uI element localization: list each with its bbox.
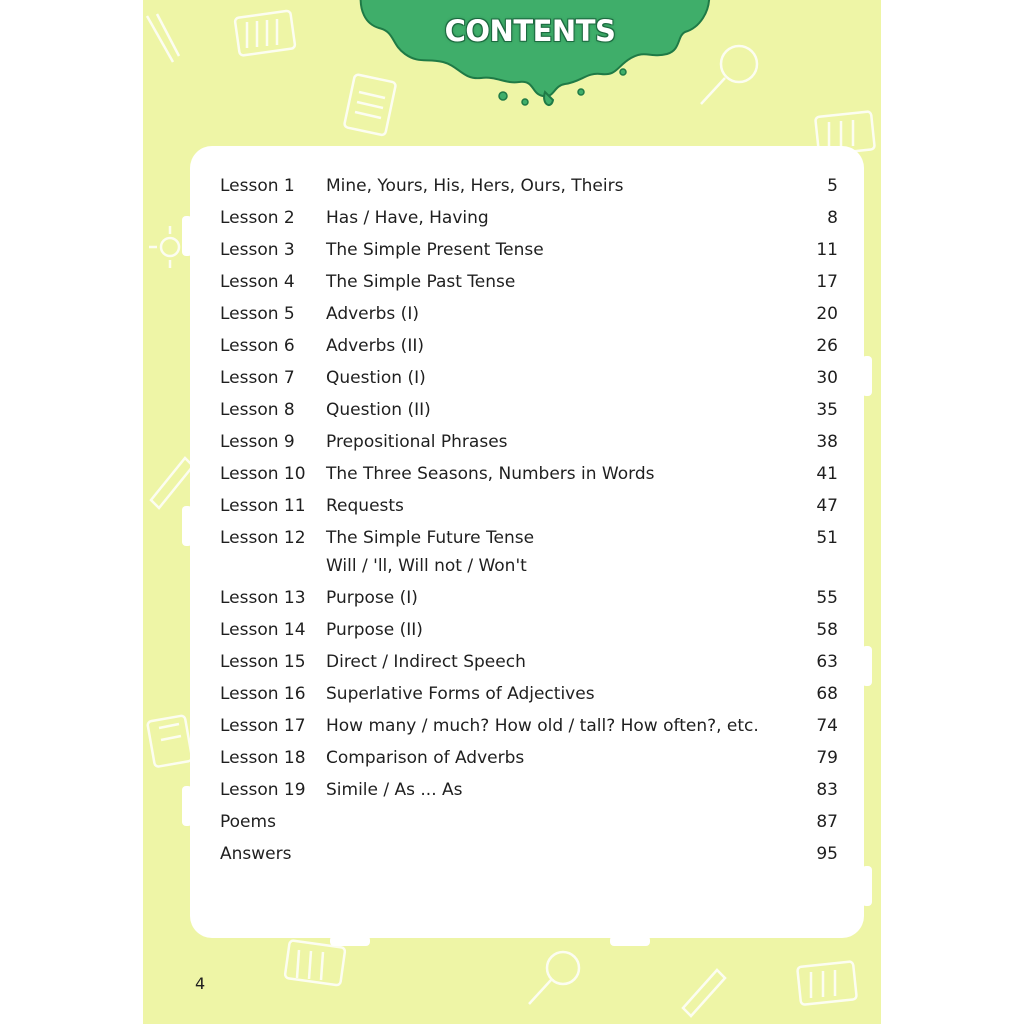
- toc-row[interactable]: [190, 396, 864, 424]
- toc-page-number: 8: [827, 208, 838, 228]
- toc-topic: Simile / As ... As: [326, 780, 463, 800]
- toc-topic: Has / Have, Having: [326, 208, 489, 228]
- toc-topic: Purpose (I): [326, 588, 418, 608]
- toc-page-number: 47: [816, 496, 838, 516]
- pencil-icon: [673, 958, 733, 1018]
- toc-page-number: 55: [816, 588, 838, 608]
- toc-page-number: 35: [816, 400, 838, 420]
- toc-row[interactable]: [190, 492, 864, 520]
- toc-lesson-label: Lesson 4: [220, 272, 295, 292]
- toc-topic: Adverbs (II): [326, 336, 424, 356]
- toc-page-number: 20: [816, 304, 838, 324]
- toc-page-number: 63: [816, 652, 838, 672]
- toc-topic: Question (I): [326, 368, 426, 388]
- page-number: 4: [195, 974, 206, 993]
- magnifier-icon: [521, 942, 591, 1012]
- toc-page-number: 38: [816, 432, 838, 452]
- toc-page-number: 30: [816, 368, 838, 388]
- toc-row[interactable]: [190, 172, 864, 200]
- toc-row[interactable]: [190, 364, 864, 392]
- notebook-icon: [793, 958, 863, 1010]
- toc-topic: The Simple Past Tense: [326, 272, 516, 292]
- toc-row[interactable]: [190, 840, 864, 868]
- toc-topic: Mine, Yours, His, Hers, Ours, Theirs: [326, 176, 624, 196]
- toc-row[interactable]: [190, 428, 864, 456]
- toc-row[interactable]: [190, 300, 864, 328]
- toc-row[interactable]: [190, 648, 864, 676]
- toc-topic: Superlative Forms of Adjectives: [326, 684, 595, 704]
- toc-lesson-label: Lesson 1: [220, 176, 295, 196]
- toc-lesson-label: Lesson 8: [220, 400, 295, 420]
- toc-lesson-label: Lesson 15: [220, 652, 306, 672]
- toc-topic: The Simple Present Tense: [326, 240, 544, 260]
- pencil-icon: [143, 10, 183, 70]
- toc-row[interactable]: [190, 236, 864, 264]
- toc-lesson-label: Lesson 11: [220, 496, 306, 516]
- toc-lesson-label: Lesson 5: [220, 304, 295, 324]
- toc-page-number: 17: [816, 272, 838, 292]
- toc-page-number: 5: [827, 176, 838, 196]
- toc-lesson-label: Lesson 6: [220, 336, 295, 356]
- toc-row[interactable]: [190, 808, 864, 836]
- notebook-icon: [231, 8, 301, 58]
- toc-row[interactable]: [190, 776, 864, 804]
- toc-page-number: 11: [816, 240, 838, 260]
- toc-lesson-label: Lesson 19: [220, 780, 306, 800]
- toc-lesson-label: Lesson 9: [220, 432, 295, 452]
- toc-row[interactable]: [190, 460, 864, 488]
- toc-page-number: 87: [816, 812, 838, 832]
- toc-row[interactable]: [190, 616, 864, 644]
- toc-lesson-label: Lesson 7: [220, 368, 295, 388]
- toc-page-number: 83: [816, 780, 838, 800]
- toc-lesson-label: Lesson 16: [220, 684, 306, 704]
- toc-page-number: 51: [816, 528, 838, 548]
- toc-page-number: 68: [816, 684, 838, 704]
- toc-page-number: 95: [816, 844, 838, 864]
- toc-lesson-label: Lesson 17: [220, 716, 306, 736]
- toc-topic-line2: Will / 'll, Will not / Won't: [326, 556, 527, 576]
- toc-topic: How many / much? How old / tall? How often?, etc.: [326, 716, 759, 736]
- toc-lesson-label: Lesson 14: [220, 620, 306, 640]
- toc-topic: The Simple Future Tense: [326, 528, 535, 548]
- toc-topic: The Three Seasons, Numbers in Words: [326, 464, 655, 484]
- toc-page-number: 79: [816, 748, 838, 768]
- toc-lesson-label: Lesson 10: [220, 464, 306, 484]
- toc-lesson-label: Answers: [220, 844, 292, 864]
- toc-row[interactable]: [190, 680, 864, 708]
- page-title: CONTENTS: [444, 14, 616, 48]
- contents-card: [190, 146, 864, 938]
- toc-page-number: 26: [816, 336, 838, 356]
- toc-lesson-label: Lesson 3: [220, 240, 295, 260]
- toc-page-number: 41: [816, 464, 838, 484]
- table-of-contents: [190, 146, 864, 938]
- toc-topic: Purpose (II): [326, 620, 423, 640]
- toc-page-number: 74: [816, 716, 838, 736]
- toc-row[interactable]: [190, 524, 864, 576]
- toc-lesson-label: Lesson 2: [220, 208, 295, 228]
- toc-row[interactable]: [190, 268, 864, 296]
- toc-row[interactable]: [190, 584, 864, 612]
- toc-topic: Comparison of Adverbs: [326, 748, 525, 768]
- toc-topic: Question (II): [326, 400, 431, 420]
- toc-row[interactable]: [190, 712, 864, 740]
- toc-lesson-label: Lesson 13: [220, 588, 306, 608]
- toc-topic: Adverbs (I): [326, 304, 419, 324]
- toc-row[interactable]: [190, 744, 864, 772]
- toc-lesson-label: Lesson 12: [220, 528, 306, 548]
- toc-lesson-label: Lesson 18: [220, 748, 306, 768]
- toc-page-number: 58: [816, 620, 838, 640]
- toc-row[interactable]: [190, 204, 864, 232]
- toc-lesson-label: Poems: [220, 812, 276, 832]
- toc-topic: Requests: [326, 496, 404, 516]
- toc-topic: Direct / Indirect Speech: [326, 652, 526, 672]
- toc-topic: Prepositional Phrases: [326, 432, 508, 452]
- toc-row[interactable]: [190, 332, 864, 360]
